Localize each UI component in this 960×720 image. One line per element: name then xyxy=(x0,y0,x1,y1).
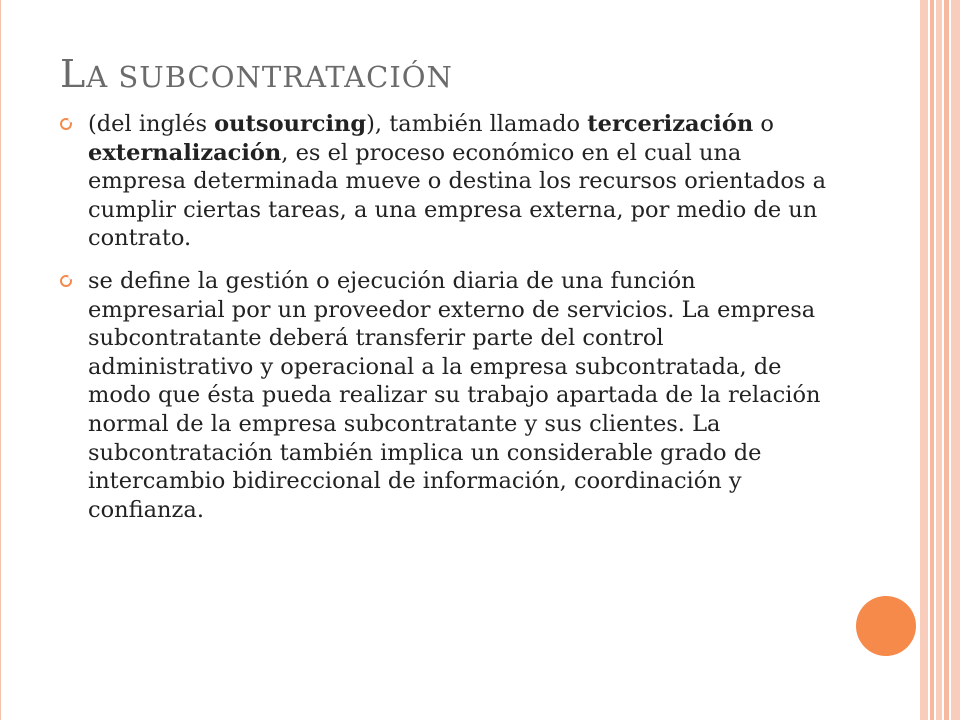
bullet-bold-term: externalización xyxy=(88,139,282,166)
title-rest: A SUBCONTRATACIÓN xyxy=(86,60,453,94)
bullet-text: (del inglés xyxy=(88,111,215,137)
decor-stripe xyxy=(951,0,960,720)
bullet-item xyxy=(60,267,830,524)
title-first-letter: L xyxy=(60,52,87,96)
bullet-ring-icon xyxy=(60,118,72,130)
bullet-text: se define la gestión o ejecución diaria de una función empresarial por un proveedor externo de servicios. La empresa subcontratante deberá transferir parte del control administrativo y operacional a la empresa subcontratada, de modo que ésta pueda realizar su trabajo apartada de la relación normal de la empresa subcontratante y sus clientes. La subcontratación también implica un considerable grado de intercambio bidireccional de información, coordinación y confianza. xyxy=(88,267,821,523)
slide-left-border xyxy=(0,0,1,720)
bullet-bold-term: outsourcing xyxy=(214,111,367,137)
bullet-bold-term: tercerización xyxy=(587,111,754,137)
bullet-text: o xyxy=(753,111,774,137)
slide-title xyxy=(60,52,453,96)
bullet-item xyxy=(60,110,830,253)
decor-orange-circle xyxy=(856,596,916,656)
slide-content xyxy=(60,110,830,538)
bullet-text: , es el proceso económico en el cual una empresa determinada mueve o destina los recursos orientados a cumplir ciertas tareas, a una empresa externa, por medio de un contrato. xyxy=(88,139,827,252)
bullet-text: ), también llamado xyxy=(366,111,588,137)
decor-stripe xyxy=(920,0,928,720)
bullet-ring-icon xyxy=(60,275,72,287)
